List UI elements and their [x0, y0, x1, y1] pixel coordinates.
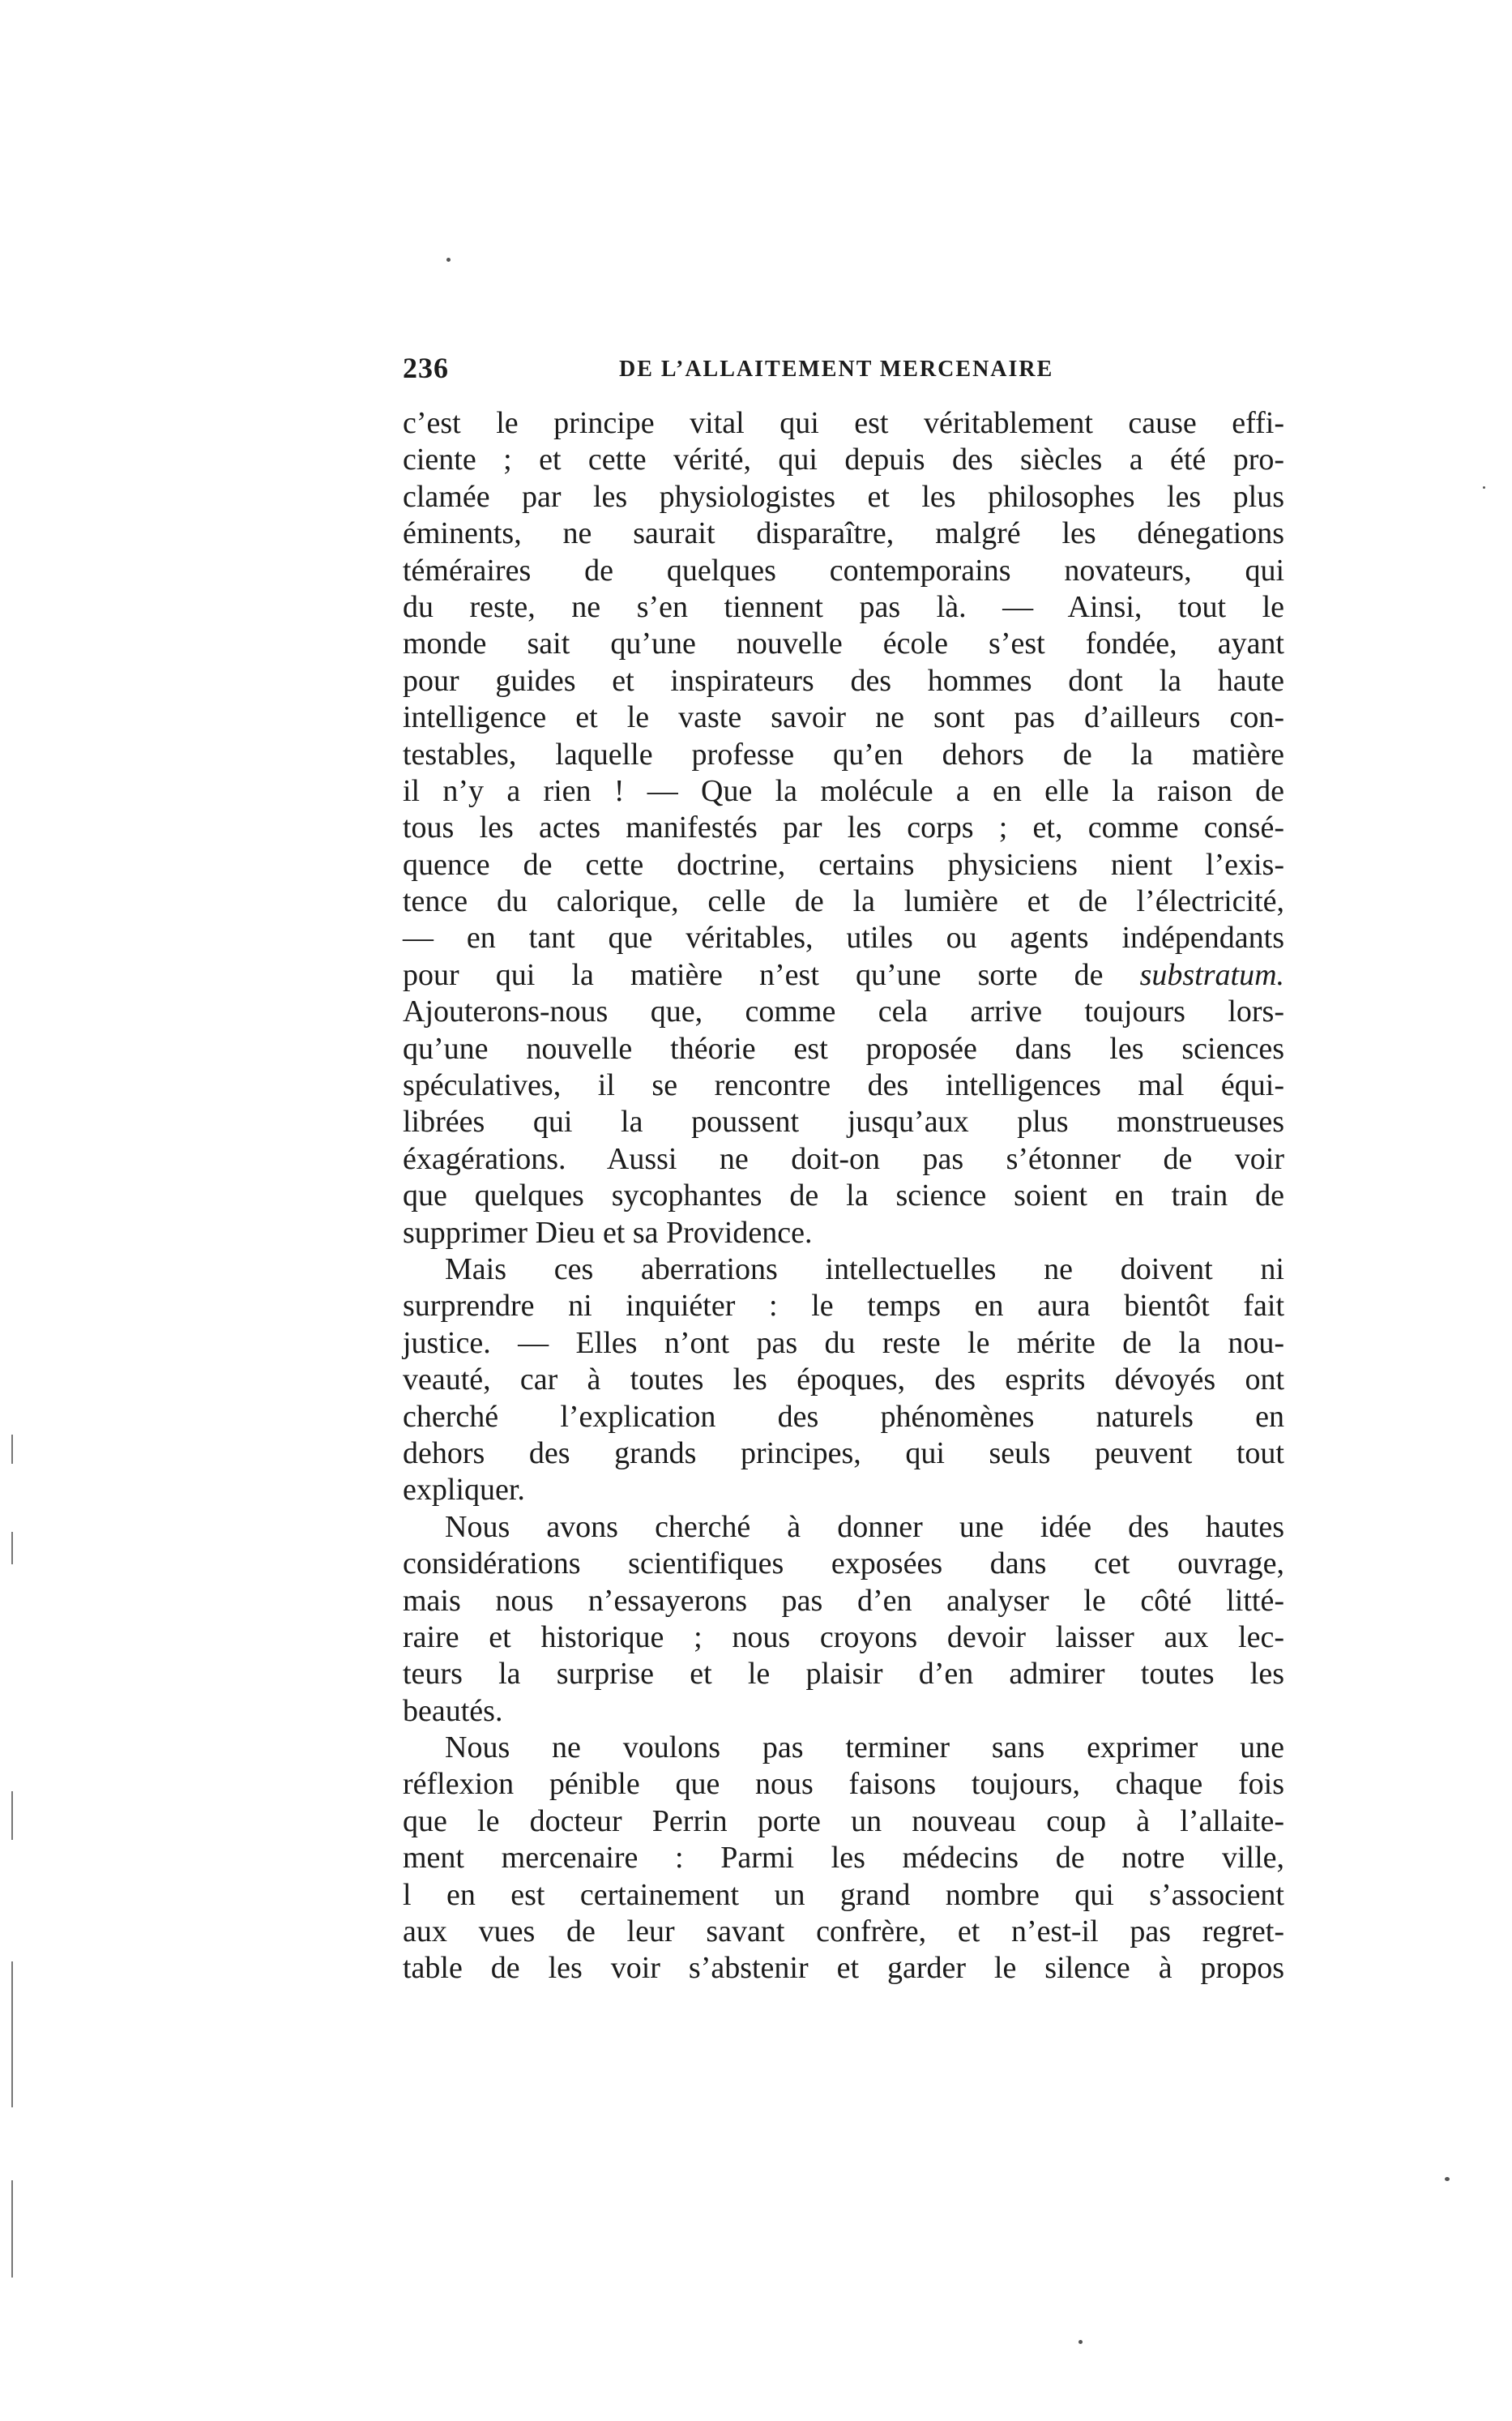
text-line: il n’y a rien ! — Que la molécule a en elle la raison de — [403, 773, 1284, 808]
text-line: du reste, ne s’en tiennent pas là. — Ainsi, tout le — [403, 589, 1284, 624]
scan-edge-mark — [11, 1435, 13, 1464]
scan-speck — [1445, 2177, 1450, 2181]
text-line: que le docteur Perrin porte un nouveau coup à l’allaite- — [403, 1803, 1284, 1838]
text-line: table de les voir s’abstenir et garder le silence à propos — [403, 1951, 1284, 1986]
text-line: éxagérations. Aussi ne doit-on pas s’étonner de voir — [403, 1141, 1284, 1176]
text-line: tous les actes manifestés par les corps ; et, comme consé- — [403, 811, 1284, 845]
text-line: beautés. — [403, 1693, 503, 1728]
scan-edge-mark — [11, 1791, 13, 1840]
text-line: que quelques sycophantes de la science soient en train de — [403, 1178, 1284, 1213]
body-text — [403, 405, 1284, 1987]
text-line: ciente ; et cette vérité, qui depuis des siècles a été pro- — [403, 443, 1284, 477]
text-line: spéculatives, il se rencontre des intelligences mal équi- — [403, 1068, 1284, 1103]
text-line: surprendre ni inquiéter : le temps en aura bientôt fait — [403, 1289, 1284, 1324]
page-header — [403, 351, 1284, 391]
text-line: intelligence et le vaste savoir ne sont pas d’ailleurs con- — [403, 700, 1284, 735]
text-line: pour guides et inspirateurs des hommes dont la haute — [403, 663, 1284, 698]
text-line: éminents, ne saurait disparaître, malgré les dénegations — [403, 516, 1284, 551]
text-line: Ajouterons-nous que, comme cela arrive toujours lors- — [403, 994, 1284, 1029]
text-line: tence du calorique, celle de la lumière et de l’électricité, — [403, 884, 1284, 919]
scan-edge-mark — [11, 1961, 13, 2107]
text-line: monde sait qu’une nouvelle école s’est fondée, ayant — [403, 627, 1284, 661]
text-line: justice. — Elles n’ont pas du reste le mérite de la nou- — [403, 1325, 1284, 1360]
text-line: quence de cette doctrine, certains physiciens nient l’exis- — [403, 847, 1284, 882]
text-line: qu’une nouvelle théorie est proposée dans les sciences — [403, 1031, 1284, 1066]
text-line: Mais ces aberrations intellectuelles ne doivent ni — [445, 1251, 1284, 1286]
text-line: teurs la surprise et le plaisir d’en admirer toutes les — [403, 1657, 1284, 1692]
text-line: Nous ne voulons pas terminer sans exprimer une — [445, 1730, 1284, 1765]
text-line: clamée par les physiologistes et les philosophes les plus — [403, 479, 1284, 514]
text-line: réflexion pénible que nous faisons toujours, chaque fois — [403, 1767, 1284, 1802]
text-line: Nous avons cherché à donner une idée des hautes — [445, 1509, 1284, 1544]
text-line: raire et historique ; nous croyons devoir laisser aux lec- — [403, 1619, 1284, 1654]
text-line: c’est le principe vital qui est véritablement cause effi- — [403, 406, 1284, 440]
text-line: dehors des grands principes, qui seuls peuvent tout — [403, 1435, 1284, 1470]
page-number: 236 — [403, 352, 449, 384]
running-title: DE L’ALLAITEMENT MERCENAIRE — [619, 357, 1054, 382]
scan-edge-mark — [11, 1532, 13, 1564]
text-line: supprimer Dieu et sa Providence. — [403, 1215, 813, 1250]
text-line: testables, laquelle professe qu’en dehors de la matière — [403, 737, 1284, 772]
text-line: l en est certainement un grand nombre qui s’associent — [403, 1877, 1284, 1912]
text-line: ment mercenaire : Parmi les médecins de notre ville, — [403, 1841, 1284, 1876]
scan-edge-mark — [11, 2180, 13, 2278]
text-line — [403, 957, 1284, 994]
text-line-start: pour qui la matière n’est qu’une sorte de — [403, 957, 1104, 992]
text-line: mais nous n’essayerons pas d’en analyser le côté litté- — [403, 1583, 1284, 1618]
scan-speck — [1078, 2340, 1083, 2344]
italic-term: substratum. — [1139, 957, 1285, 992]
text-line: cherché l’explication des phénomènes naturels en — [403, 1399, 1284, 1434]
text-line: librées qui la poussent jusqu’aux plus monstrueuses — [403, 1105, 1284, 1140]
text-line: expliquer. — [403, 1473, 525, 1508]
text-line: veauté, car à toutes les époques, des esprits dévoyés ont — [403, 1362, 1284, 1397]
scan-speck — [446, 258, 451, 262]
text-line: aux vues de leur savant confrère, et n’est-il pas regret- — [403, 1914, 1284, 1949]
text-line: téméraires de quelques contemporains novateurs, qui — [403, 553, 1284, 588]
scan-speck — [1483, 486, 1485, 489]
text-line: — en tant que véritables, utiles ou agents indépendants — [403, 921, 1284, 956]
text-line: considérations scientifiques exposées dans cet ouvrage, — [403, 1546, 1284, 1581]
